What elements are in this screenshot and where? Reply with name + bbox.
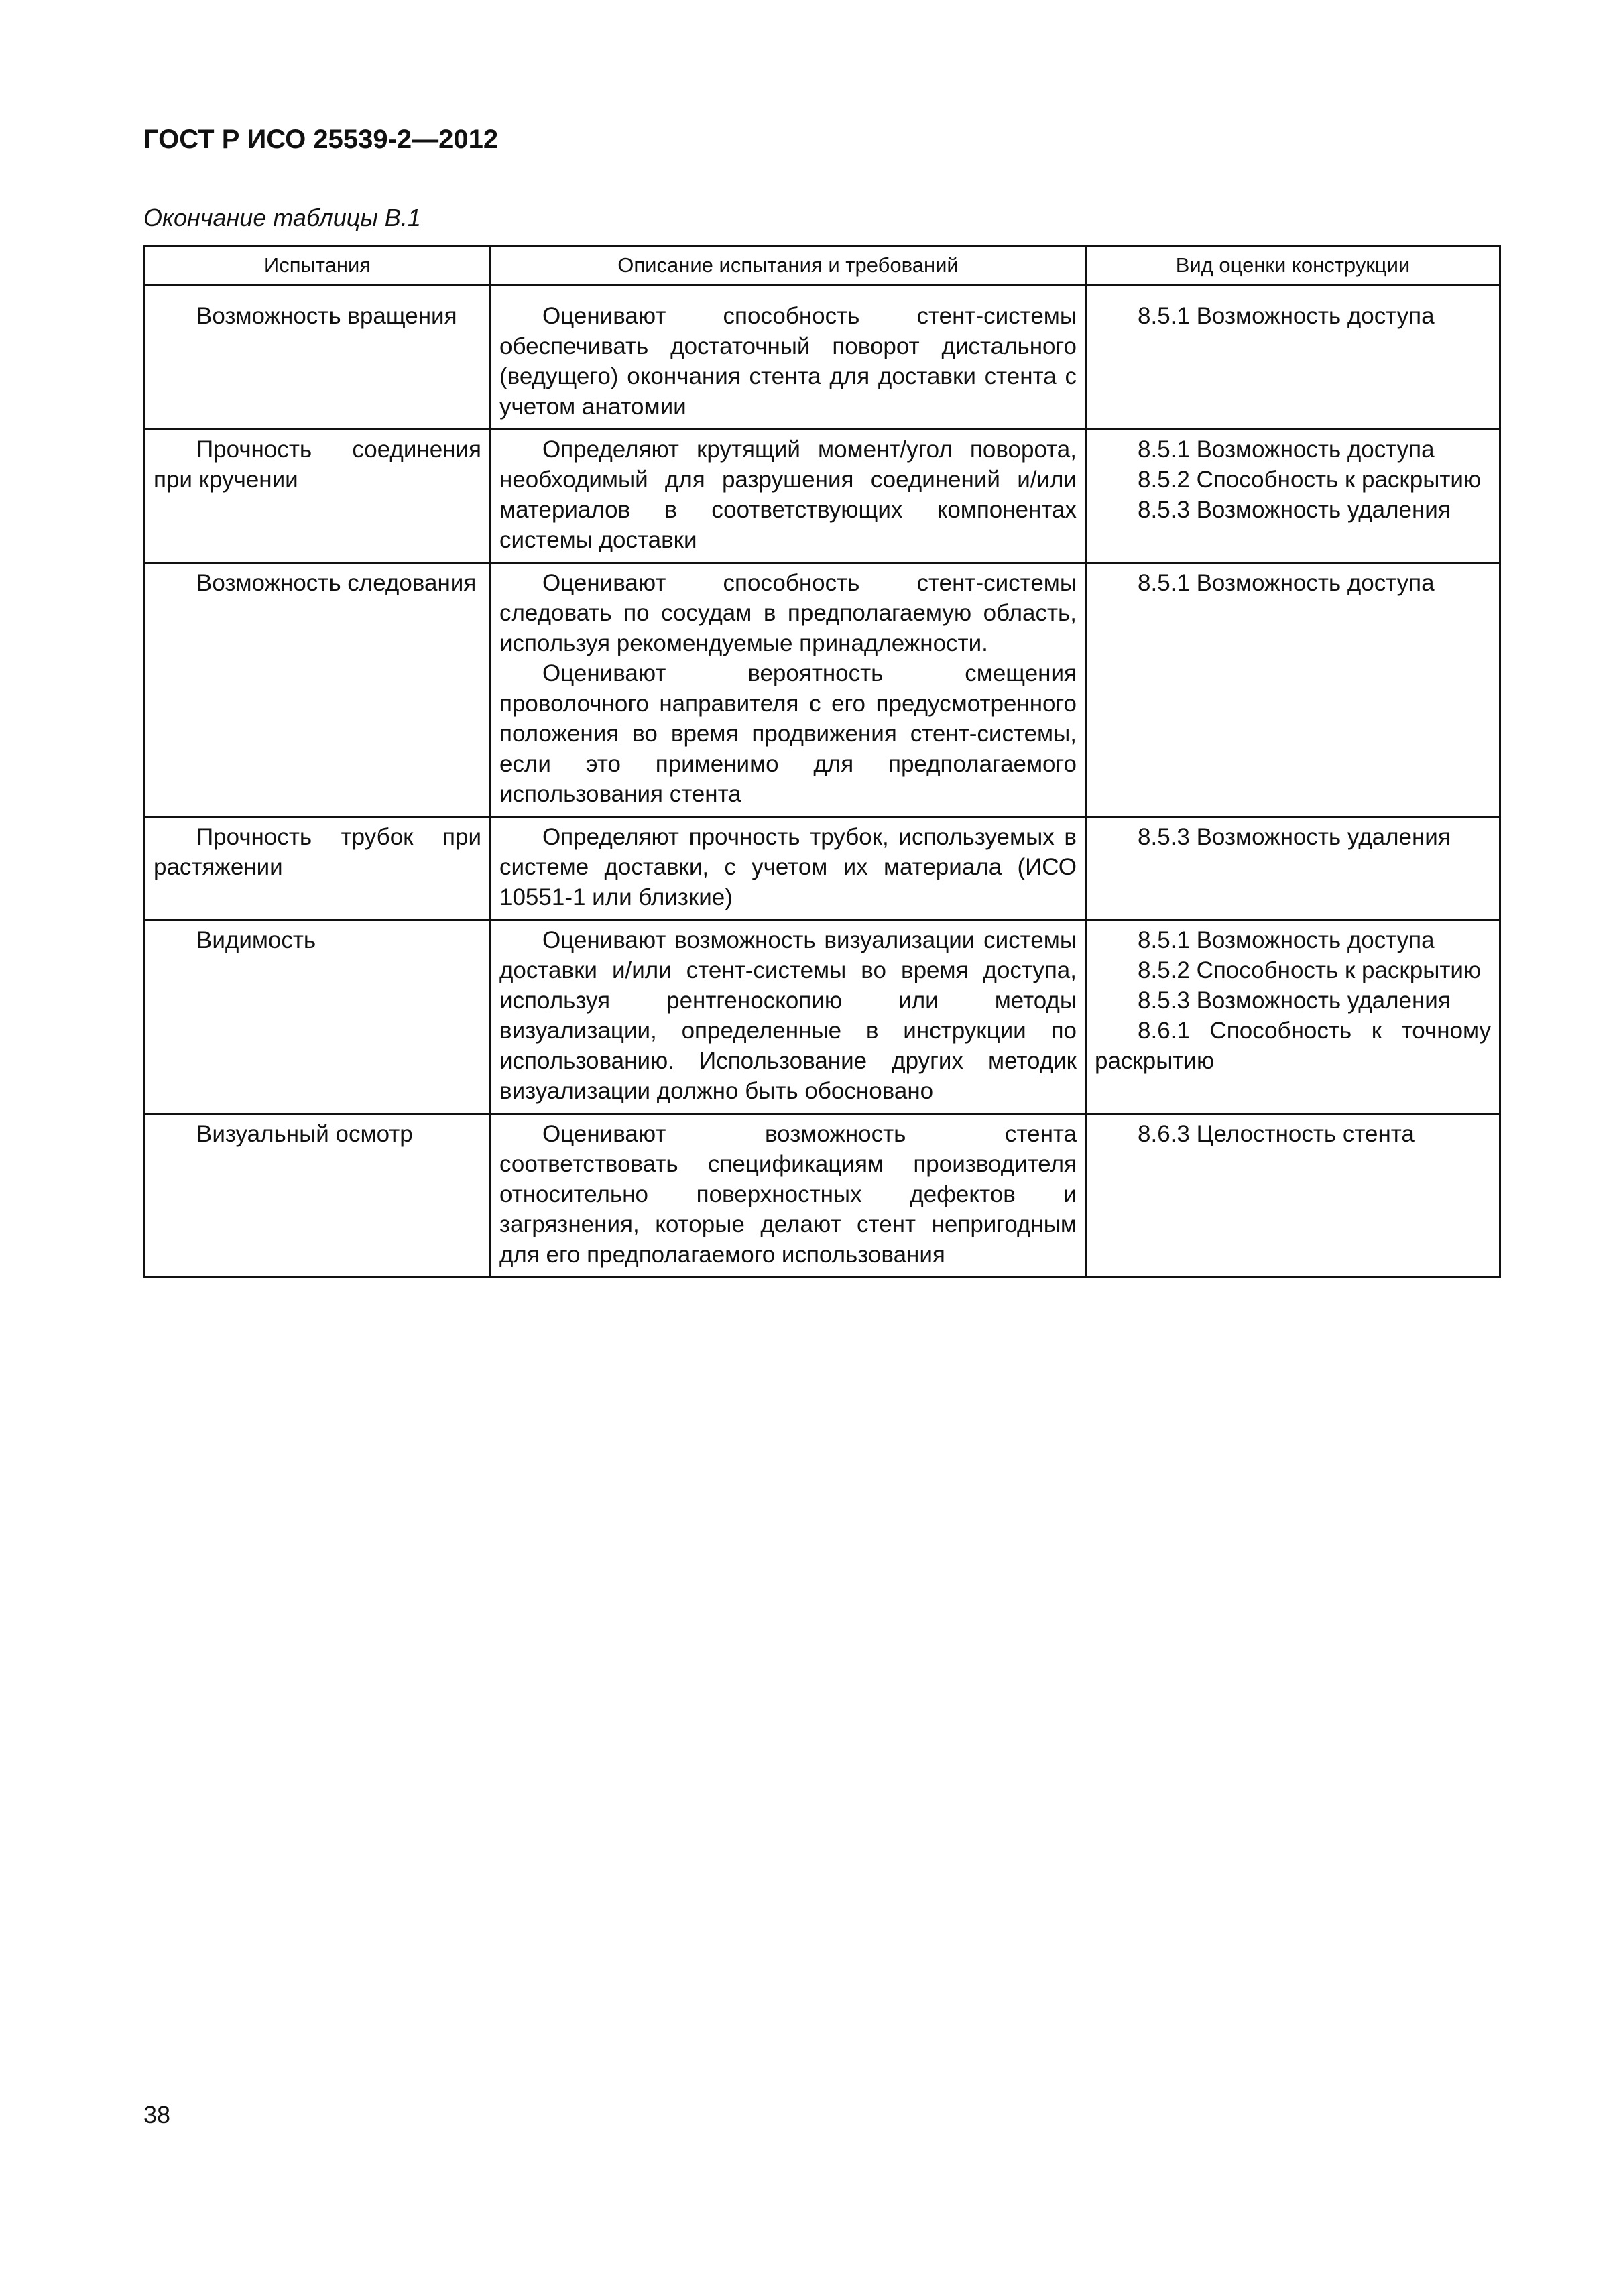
evaluation-cell <box>1086 817 1500 920</box>
test-name: Возможность следования <box>196 570 477 596</box>
evaluation-cell <box>1086 920 1500 1114</box>
spacer-cell <box>491 286 1086 298</box>
description-cell <box>491 920 1086 1114</box>
table-row <box>145 563 1500 817</box>
description-cell <box>491 563 1086 817</box>
description-cell <box>491 430 1086 563</box>
description-paragraph: Оценивают способность стент-системы обеспечивать достаточный поворот дистального (ведущего) окончания стента для доставки стента с учетом анатомии <box>499 303 1077 420</box>
header-spacer-row <box>145 286 1500 298</box>
evaluation-item: 8.5.1 Возможность доступа <box>1138 436 1435 463</box>
evaluation-item: 8.5.1 Возможность доступа <box>1138 303 1435 329</box>
test-name-cell <box>145 430 491 563</box>
description-paragraph: Оценивают способность стент-системы следовать по сосудам в предполагаемую область, используя рекомендуемые принадлежности. <box>499 570 1077 656</box>
evaluation-item: 8.5.3 Возможность удаления <box>1138 497 1451 523</box>
table-caption: Окончание таблицы В.1 <box>143 204 421 231</box>
description-paragraph: Оценивают возможность стента соответствовать спецификациям производителя относительно поверхностных дефектов и загрязнения, которые делают стент непригодным для его предполагаемого использования <box>499 1121 1077 1268</box>
description-paragraph: Оценивают вероятность смещения проволочного направителя с его предусмотренного положения во время продвижения стент-системы, если это применимо для предполагаемого использования стента <box>499 660 1077 807</box>
evaluation-item: 8.5.3 Возможность удаления <box>1138 987 1451 1014</box>
evaluation-item: 8.5.3 Возможность удаления <box>1138 824 1451 850</box>
column-header-tests: Испытания <box>145 246 491 286</box>
description-paragraph: Определяют прочность трубок, используемых в системе доставки, с учетом их материала (ИСО 10551-1 или близкие) <box>499 824 1077 910</box>
table-container <box>143 245 1499 1278</box>
column-header-evaluation: Вид оценки конструкции <box>1086 246 1500 286</box>
evaluation-item: 8.5.1 Возможность доступа <box>1138 927 1435 953</box>
evaluation-cell <box>1086 563 1500 817</box>
document-id: ГОСТ Р ИСО 25539-2—2012 <box>143 125 499 154</box>
test-name: Визуальный осмотр <box>196 1121 413 1147</box>
evaluation-cell <box>1086 1114 1500 1278</box>
test-name-cell <box>145 920 491 1114</box>
description-paragraph: Определяют крутящий момент/угол поворота, необходимый для разрушения соединений и/или материалов в соответствующих компонентах системы доставки <box>499 436 1077 553</box>
page-number: 38 <box>143 2101 171 2128</box>
spacer-cell <box>1086 286 1500 298</box>
table-row <box>145 297 1500 430</box>
evaluation-item: 8.5.1 Возможность доступа <box>1138 570 1435 596</box>
description-cell <box>491 297 1086 430</box>
assessment-table <box>143 245 1501 1278</box>
description-cell <box>491 1114 1086 1278</box>
description-cell <box>491 817 1086 920</box>
table-row <box>145 920 1500 1114</box>
test-name: Прочность трубок при растяжении <box>154 824 481 880</box>
table-row <box>145 430 1500 563</box>
column-header-description: Описание испытания и требований <box>491 246 1086 286</box>
table-header-row <box>145 246 1500 286</box>
evaluation-item: 8.6.1 Способность к точному раскрытию <box>1095 1018 1491 1074</box>
evaluation-cell <box>1086 430 1500 563</box>
test-name: Возможность вращения <box>196 303 457 329</box>
spacer-cell <box>145 286 491 298</box>
description-paragraph: Оценивают возможность визуализации системы доставки и/или стент-системы во время доступа, используя рентгеноскопию или методы визуализации, определенные в инструкции по использованию. Использование других методик визуализации должно быть обосновано <box>499 927 1077 1104</box>
table-row <box>145 1114 1500 1278</box>
test-name: Прочность соединения при кручении <box>154 436 481 493</box>
test-name: Видимость <box>196 927 316 953</box>
test-name-cell <box>145 297 491 430</box>
evaluation-item: 8.6.3 Целостность стента <box>1138 1121 1415 1147</box>
test-name-cell <box>145 1114 491 1278</box>
evaluation-item: 8.5.2 Способность к раскрытию <box>1138 467 1482 493</box>
evaluation-item: 8.5.2 Способность к раскрытию <box>1138 957 1482 983</box>
test-name-cell <box>145 817 491 920</box>
test-name-cell <box>145 563 491 817</box>
evaluation-cell <box>1086 297 1500 430</box>
table-row <box>145 817 1500 920</box>
